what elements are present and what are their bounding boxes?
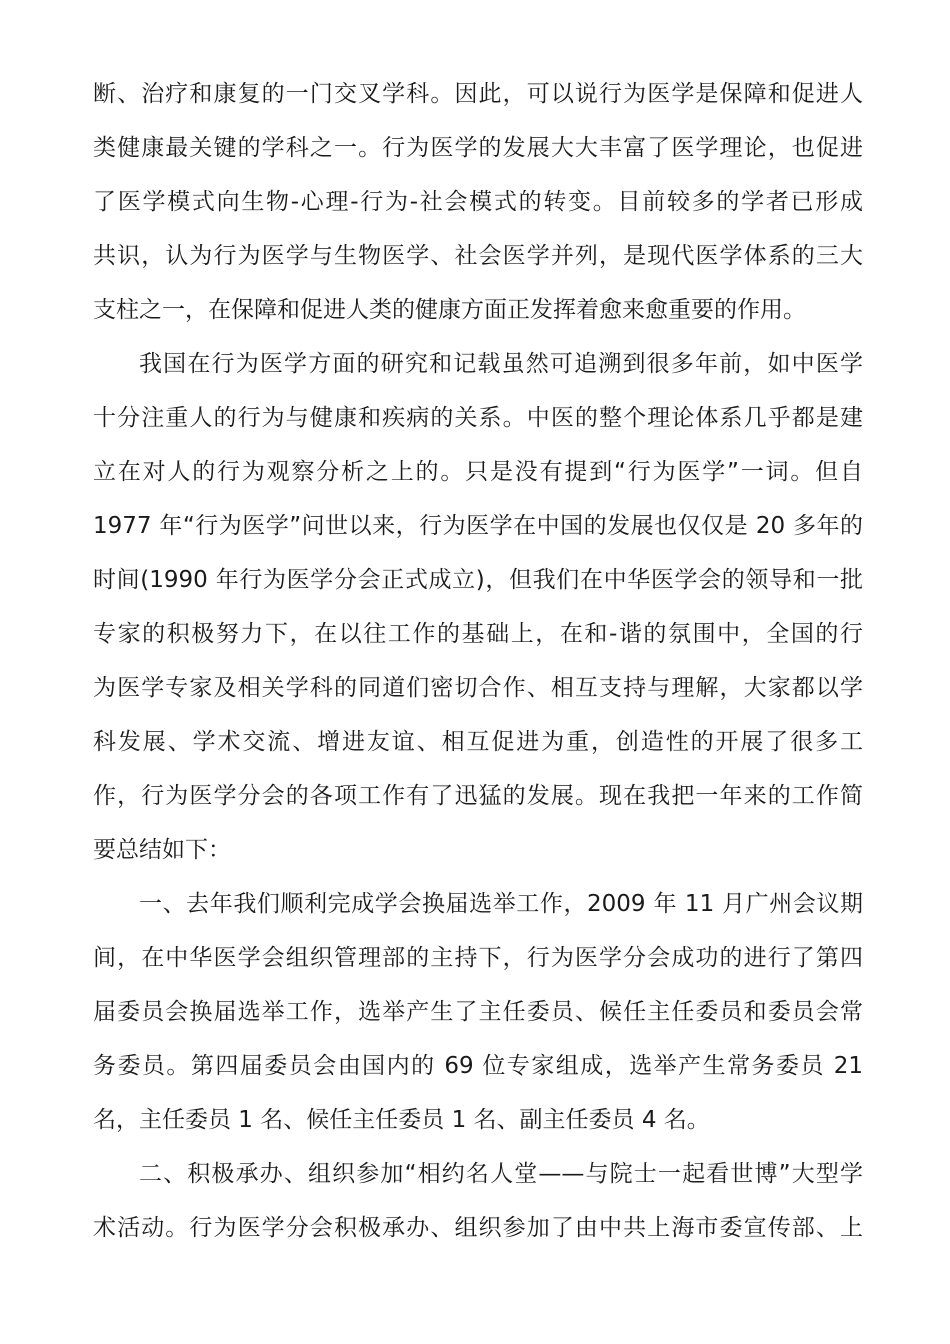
text-line: 十分注重人的行为与健康和疾病的关系。中医的整个理论体系几乎都是建 (93, 405, 863, 431)
text-line: 届委员会换届选举工作，选举产生了主任委员、候任主任委员和委员会常 (93, 999, 863, 1025)
document-body (93, 74, 863, 1262)
text-line: 共识，认为行为医学与生物医学、社会医学并列，是现代医学体系的三大 (93, 243, 863, 269)
text-line: 二、积极承办、组织参加“相约名人堂——与院士一起看世博”大型学 (139, 1161, 863, 1187)
text-line: 专家的积极努力下，在以往工作的基础上，在和-谐的氛围中，全国的行 (93, 621, 863, 647)
text-line: 科发展、学术交流、增进友谊、相互促进为重，创造性的开展了很多工 (93, 729, 863, 755)
text-line: 为医学专家及相关学科的同道们密切合作、相互支持与理解，大家都以学 (93, 675, 863, 701)
text-line: 1977 年“行为医学”问世以来，行为医学在中国的发展也仅仅是 20 多年的 (93, 513, 863, 539)
text-line: 类健康最关键的学科之一。行为医学的发展大大丰富了医学理论，也促进 (93, 135, 863, 161)
text-line: 作，行为医学分会的各项工作有了迅猛的发展。现在我把一年来的工作简 (93, 783, 863, 809)
text-line: 名，主任委员 1 名、候任主任委员 1 名、副主任委员 4 名。 (93, 1107, 710, 1133)
text-line: 我国在行为医学方面的研究和记载虽然可追溯到很多年前，如中医学 (139, 351, 863, 377)
text-line: 支柱之一，在保障和促进人类的健康方面正发挥着愈来愈重要的作用。 (93, 297, 806, 323)
text-line: 立在对人的行为观察分析之上的。只是没有提到“行为医学”一词。但自 (93, 459, 863, 485)
text-line: 了医学模式向生物-心理-行为-社会模式的转变。目前较多的学者已形成 (93, 189, 863, 215)
text-line: 间，在中华医学会组织管理部的主持下，行为医学分会成功的进行了第四 (93, 945, 863, 971)
text-line: 术活动。行为医学分会积极承办、组织参加了由中共上海市委宣传部、上 (93, 1215, 863, 1241)
text-line: 要总结如下： (93, 837, 231, 863)
text-line: 断、治疗和康复的一门交叉学科。因此，可以说行为医学是保障和促进人 (93, 81, 863, 107)
text-line: 务委员。第四届委员会由国内的 69 位专家组成，选举产生常务委员 21 (93, 1053, 863, 1079)
text-line: 一、去年我们顺利完成学会换届选举工作，2009 年 11 月广州会议期 (139, 891, 863, 917)
text-line: 时间(1990 年行为医学分会正式成立)，但我们在中华医学会的领导和一批 (93, 567, 863, 593)
